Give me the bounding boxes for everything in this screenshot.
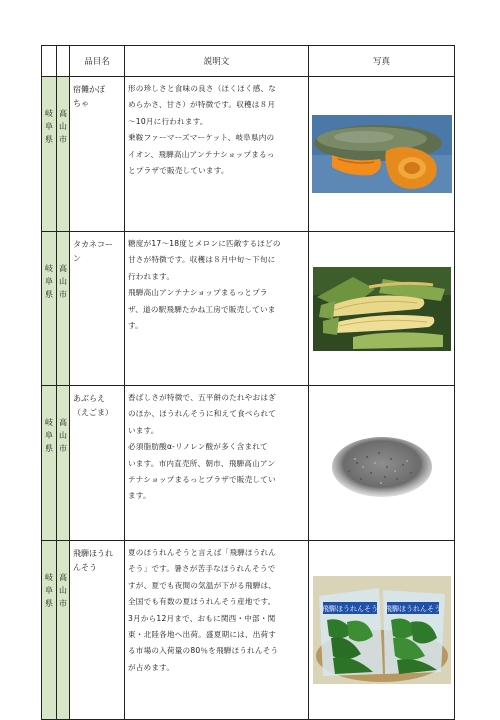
description-line: 甘さが特徴です。収穫は８月中旬〜下旬に: [128, 255, 276, 265]
item-name-cell: [70, 232, 125, 386]
description-line: 乗鞍ファーマーズマーケット、岐阜県内の: [128, 133, 275, 143]
description-line: テナショップまるっとプラザで販売してい: [128, 475, 276, 485]
description-line: 東・北陸各地へ出荷。盛夏期には、出荷す: [128, 630, 277, 640]
city-char: 高: [59, 109, 67, 118]
city-char: 山: [59, 586, 67, 595]
photo-cell: [309, 386, 455, 541]
city-cell: [57, 386, 70, 541]
table-row: [42, 77, 455, 232]
description-line: 必須脂肪酸α-リノレン酸が多く含まれて: [128, 442, 268, 452]
city-char: 高: [59, 264, 67, 273]
description-line: 形の珍しさと食味の良さ（ほくほく感、な: [128, 84, 277, 93]
pref-char: 阜: [45, 431, 53, 440]
item-name-line: あぶらえ: [73, 394, 105, 403]
description-line: そう」です。暑さが苦手なほうれんそうで: [128, 564, 276, 574]
pref-char: 県: [45, 290, 53, 299]
bag-label-right: 飛騨ほうれんそう: [384, 605, 441, 613]
pref-char: 県: [45, 599, 53, 608]
table-row: [42, 232, 455, 386]
description-line: ザ、道の駅飛騨たかね工房で販売していま: [128, 304, 276, 314]
item-name-line: タカネコー: [73, 240, 113, 249]
item-name-line: ちゃ: [73, 99, 89, 108]
photo-cell: [309, 541, 455, 720]
pref-char: 岐: [45, 264, 53, 273]
prefecture-cell: [42, 232, 57, 386]
description-line: 行われます。: [128, 271, 175, 281]
description-line: る市場の入荷量の80％を飛騨ほうれんそう: [128, 646, 279, 656]
description-line: 夏のほうれんそうと言えば「飛騨ほうれん: [128, 548, 277, 557]
header-photo: 写真: [309, 46, 455, 77]
city-char: 山: [59, 122, 67, 131]
pref-char: 岐: [45, 573, 53, 582]
description-line: とプラザで販売しています。: [128, 166, 229, 176]
prefecture-cell: [42, 541, 57, 720]
item-name-line: （えごま）: [73, 408, 113, 417]
pref-char: 阜: [45, 277, 53, 286]
product-table: [41, 45, 455, 720]
item-name-cell: [70, 386, 125, 541]
description-line: います。: [128, 425, 159, 435]
header-pref-blank: [42, 46, 57, 77]
table-row: [42, 386, 455, 541]
description-line: 3月から12月まで、おもに関西・中部・関: [128, 613, 276, 623]
header-description: 説明文: [125, 46, 309, 77]
description-line: めらかさ、甘さ）が特徴です。収穫は８月: [128, 100, 276, 110]
description-line: 全国でも有数の夏ほうれんそう産地です。: [128, 597, 276, 607]
pref-char: 岐: [45, 418, 53, 427]
item-name-line: ン: [73, 254, 81, 263]
city-char: 市: [59, 599, 67, 608]
description-line: 〜10月に行われます。: [128, 116, 208, 126]
city-cell: [57, 232, 70, 386]
description-line: が占めます。: [128, 662, 175, 672]
pref-char: 阜: [45, 122, 53, 131]
description-line: います。市内直売所、朝市、飛騨高山アン: [128, 458, 276, 468]
item-name-cell: [70, 77, 125, 232]
description-cell: [125, 386, 309, 541]
description-line: 香ばしさが特徴で、五平餅のたれやおはぎ: [128, 393, 276, 402]
description-line: すが、夏でも夜間の気温が下がる飛騨は、: [128, 580, 277, 590]
description-line: 飛騨高山アンテナショップまるっとプラ: [128, 288, 268, 298]
description-line: のほか、ほうれんそうに和えて食べられて: [128, 409, 277, 419]
photo-cell: [309, 77, 455, 232]
header-item-name: 品目名: [70, 46, 125, 77]
description-cell: [125, 232, 309, 386]
item-name-cell: [70, 541, 125, 720]
city-cell: [57, 77, 70, 232]
city-char: 高: [59, 418, 67, 427]
city-char: 市: [59, 290, 67, 299]
description-cell: [125, 541, 309, 720]
item-name-line: んそう: [73, 563, 97, 572]
pref-char: 阜: [45, 586, 53, 595]
corn-photo: [313, 267, 451, 351]
description-line: ます。: [128, 491, 151, 501]
description-line: 糖度が17〜18度とメロンに匹敵するほどの: [128, 239, 281, 248]
header-city-blank: [57, 46, 70, 77]
prefecture-cell: [42, 386, 57, 541]
city-char: 市: [59, 135, 67, 144]
spinach-photo: [313, 576, 451, 684]
item-name-line: 宿儺かぼ: [73, 85, 105, 94]
city-char: 高: [59, 573, 67, 582]
photo-cell: [309, 232, 455, 386]
description-cell: [125, 77, 309, 232]
pref-char: 県: [45, 135, 53, 144]
bag-label-left: 飛騨ほうれんそう: [321, 605, 378, 613]
prefecture-cell: [42, 77, 57, 232]
header-row: [42, 46, 455, 77]
pref-char: 県: [45, 444, 53, 453]
pref-char: 岐: [45, 109, 53, 118]
egoma-seeds-photo: [327, 423, 437, 503]
pumpkin-photo: [312, 115, 452, 193]
city-cell: [57, 541, 70, 720]
city-char: 山: [59, 277, 67, 286]
description-line: す。: [128, 321, 143, 331]
table-row: [42, 541, 455, 720]
city-char: 市: [59, 444, 67, 453]
item-name-line: 飛騨ほうれ: [73, 549, 113, 558]
description-line: イオン、飛騨高山アンテナショップまるっ: [128, 149, 275, 159]
city-char: 山: [59, 431, 67, 440]
